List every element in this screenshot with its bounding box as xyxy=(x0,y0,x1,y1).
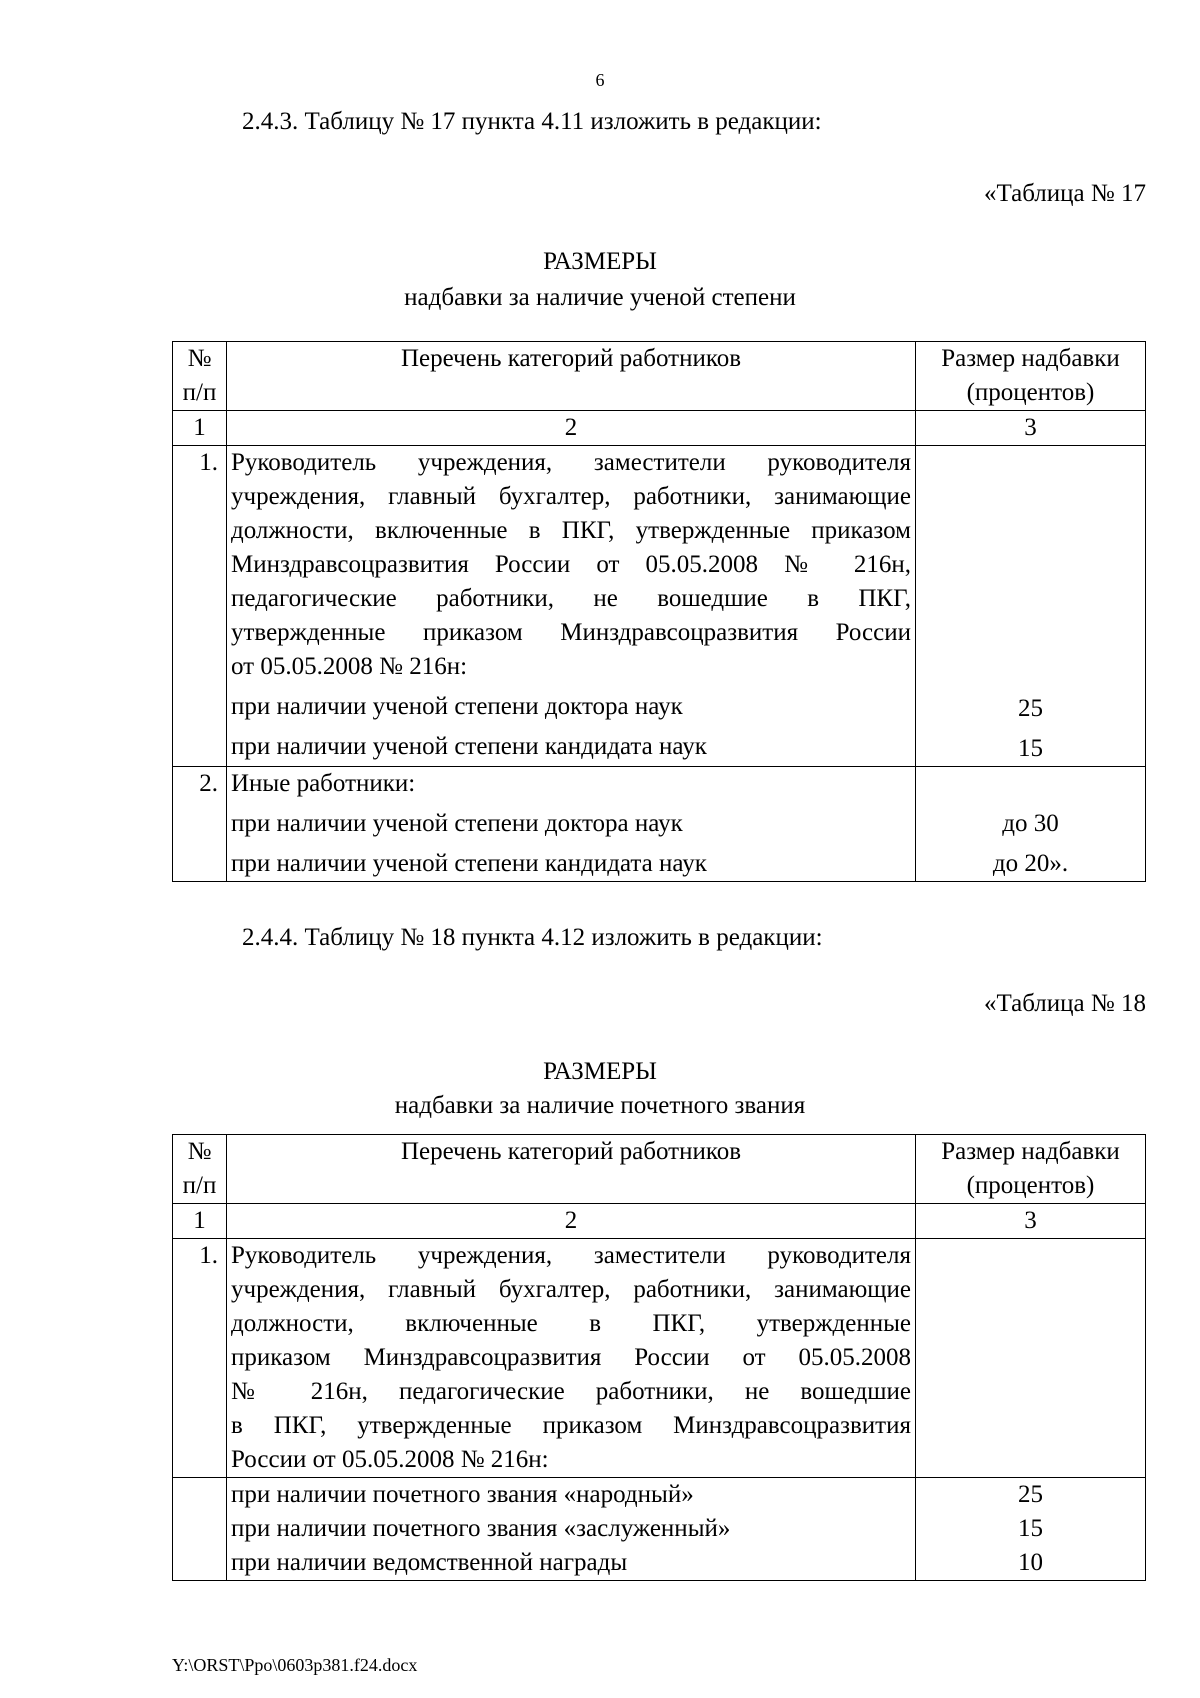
row-num-empty xyxy=(173,1478,227,1581)
sub-item-value: 15 xyxy=(1018,1515,1043,1542)
colnum-2: 2 xyxy=(227,1204,916,1239)
paragraph-2-4-4: 2.4.4. Таблицу № 18 пункта 4.12 изложить в редакции: xyxy=(242,924,823,951)
sub-item-label: при наличии ученой степени кандидата наук xyxy=(231,850,707,877)
table-17-caption: «Таблица № 17 xyxy=(983,180,1146,207)
row-text-line: Иные работники: xyxy=(231,770,416,797)
table-18 xyxy=(172,1134,1146,1581)
header-size: Размер надбавки (процентов) xyxy=(916,1135,1146,1204)
sub-item-value: до 20». xyxy=(992,850,1069,877)
header-category: Перечень категорий работников xyxy=(227,1135,916,1204)
colnum-2: 2 xyxy=(227,411,916,446)
row-category xyxy=(227,1478,916,1581)
table-17-heading-subtitle: надбавки за наличие ученой степени xyxy=(404,284,796,311)
header-size: Размер надбавки (процентов) xyxy=(916,342,1146,411)
sub-item-value: до 30 xyxy=(1002,810,1059,837)
row-text-line: утвержденные приказом Минздравсоцразвития России xyxy=(231,619,911,646)
row-text-line: приказом Минздравсоцразвития России от 05.05.2008 xyxy=(231,1344,911,1371)
header-num: № п/п xyxy=(173,342,227,411)
sub-item-value: 15 xyxy=(1018,735,1043,762)
table-row xyxy=(173,446,1146,767)
sub-item-value: 10 xyxy=(1018,1549,1043,1576)
sub-item-label: при наличии ученой степени кандидата наук xyxy=(231,733,707,760)
row-text-line: от 05.05.2008 № 216н: xyxy=(231,653,468,680)
row-text-line: Руководитель учреждения, заместители руководителя xyxy=(231,1242,911,1269)
colnum-1: 1 xyxy=(173,411,227,446)
sub-item-label: при наличии ученой степени доктора наук xyxy=(231,693,683,720)
row-text-line: должности, включенные в ПКГ, утвержденные приказом xyxy=(231,517,911,544)
table-17-heading-title: РАЗМЕРЫ xyxy=(543,248,657,275)
table-17-header-row xyxy=(173,342,1146,411)
footer-file-path: Y:\ORST\Ppo\0603p381.f24.docx xyxy=(172,1655,418,1675)
table-17-colnum-row xyxy=(173,411,1146,446)
table-row xyxy=(173,1239,1146,1478)
table-18-caption: «Таблица № 18 xyxy=(983,990,1146,1017)
row-text-line: учреждения, главный бухгалтер, работники, занимающие xyxy=(231,483,911,510)
row-text-line: учреждения, главный бухгалтер, работники, занимающие xyxy=(231,1276,911,1303)
row-num: 2. xyxy=(173,767,227,882)
sub-item-label: при наличии почетного звания «народный» xyxy=(231,1481,694,1508)
table-row xyxy=(173,1478,1146,1581)
table-18-heading-title: РАЗМЕРЫ xyxy=(543,1058,657,1085)
table-17 xyxy=(172,341,1146,882)
row-text-line: России от 05.05.2008 № 216н: xyxy=(231,1446,549,1473)
page-number: 6 xyxy=(595,70,605,90)
paragraph-2-4-3: 2.4.3. Таблицу № 17 пункта 4.11 изложить в редакции: xyxy=(242,108,822,135)
row-num: 1. xyxy=(173,1239,227,1478)
row-size xyxy=(916,1478,1146,1581)
row-num: 1. xyxy=(173,446,227,767)
table-18-heading-subtitle: надбавки за наличие почетного звания xyxy=(394,1092,806,1119)
table-row xyxy=(173,767,1146,882)
row-text-line: педагогические работники, не вошедшие в ПКГ, xyxy=(231,585,911,612)
sub-item-label: при наличии почетного звания «заслуженный» xyxy=(231,1515,731,1542)
colnum-1: 1 xyxy=(173,1204,227,1239)
row-text-line: Минздравсоцразвития России от 05.05.2008 № 216н, xyxy=(231,551,911,578)
colnum-3: 3 xyxy=(916,1204,1146,1239)
sub-item-value: 25 xyxy=(1018,1481,1043,1508)
row-size xyxy=(916,767,1146,882)
sub-item-value: 25 xyxy=(1018,695,1043,722)
row-size xyxy=(916,1239,1146,1478)
row-text-line: в ПКГ, утвержденные приказом Минздравсоцразвития xyxy=(231,1412,911,1439)
row-category xyxy=(227,1239,916,1478)
row-text-line: Руководитель учреждения, заместители руководителя xyxy=(231,449,911,476)
sub-item-label: при наличии ученой степени доктора наук xyxy=(231,810,683,837)
colnum-3: 3 xyxy=(916,411,1146,446)
row-category xyxy=(227,446,916,767)
row-category xyxy=(227,767,916,882)
sub-item-label: при наличии ведомственной награды xyxy=(231,1549,628,1576)
header-category: Перечень категорий работников xyxy=(227,342,916,411)
header-num: № п/п xyxy=(173,1135,227,1204)
row-text-line: № 216н, педагогические работники, не вошедшие xyxy=(231,1378,911,1405)
row-size xyxy=(916,446,1146,767)
table-18-colnum-row xyxy=(173,1204,1146,1239)
row-text-line: должности, включенные в ПКГ, утвержденные xyxy=(231,1310,911,1337)
table-18-header-row xyxy=(173,1135,1146,1204)
